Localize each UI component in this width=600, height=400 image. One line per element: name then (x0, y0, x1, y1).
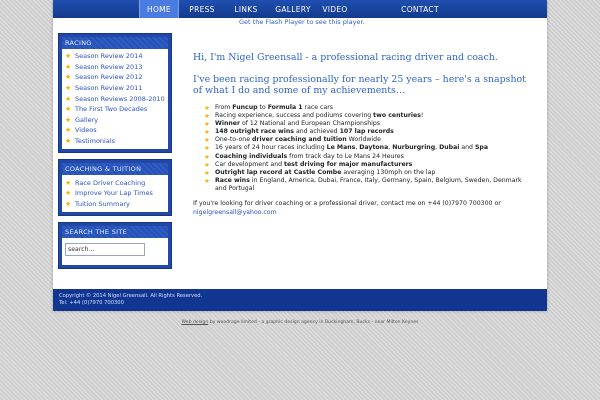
main-content (193, 52, 533, 217)
racing-menu-item[interactable] (65, 115, 165, 126)
achievement-text (215, 144, 488, 152)
achievement-fragment: Car development and (215, 160, 285, 168)
achievement-fragment: of 12 National and European Championships (240, 120, 380, 128)
star-icon: ★ (204, 128, 210, 137)
star-icon: ★ (204, 168, 210, 177)
star-icon: ★ (65, 94, 72, 103)
star-icon: ★ (204, 112, 210, 121)
racing-menu-item-label: Season Review 2012 (75, 73, 143, 82)
star-icon: ★ (65, 84, 72, 93)
star-icon: ★ (65, 137, 72, 146)
achievement-text (215, 112, 423, 120)
star-icon: ★ (65, 52, 72, 61)
achievement-fragment: race cars (302, 104, 334, 111)
achievement-fragment: , (388, 144, 393, 152)
nav-video[interactable]: VIDEO (322, 4, 348, 14)
web-design-link[interactable]: Web design (181, 320, 209, 325)
star-icon: ★ (65, 73, 72, 82)
contact-text: If you're looking for driver coaching or a professional driver, contact me on +44 (0)7970 700300 or (193, 200, 501, 208)
nav-gallery[interactable]: GALLERY (275, 4, 311, 14)
achievement-item (204, 128, 533, 136)
star-icon: ★ (65, 189, 72, 198)
achievement-highlight: 148 outright race wins (215, 128, 294, 136)
star-icon: ★ (204, 160, 210, 169)
design-credit (0, 320, 600, 325)
flash-player-notice[interactable]: Get the Flash Player to see this player. (239, 18, 365, 26)
search-box-body (62, 238, 168, 265)
achievement-highlight: 107 lap records (339, 128, 394, 136)
sidebar (58, 33, 172, 275)
achievement-fragment: , (435, 144, 440, 152)
racing-menu-item[interactable] (65, 72, 165, 83)
achievement-item (204, 169, 533, 177)
racing-menu-item[interactable] (65, 62, 165, 73)
achievement-highlight: Daytona (359, 144, 389, 152)
achievement-fragment: , (355, 144, 360, 152)
footer-copyright: Copyright © 2014 Nigel Greensall. All Rights Reserved. (59, 293, 203, 299)
search-box-title: SEARCH THE SITE (62, 226, 168, 238)
racing-box-title: RACING (62, 37, 168, 49)
achievement-text (215, 104, 333, 112)
racing-menu-item-label: Season Reviews 2008-2010 (75, 94, 165, 103)
achievement-fragment: and achieved (293, 128, 340, 136)
nav-links[interactable]: LINKS (234, 4, 258, 14)
star-icon: ★ (65, 62, 72, 71)
achievement-item (204, 120, 533, 128)
racing-menu-item[interactable] (65, 83, 165, 94)
racing-box (58, 33, 172, 153)
achievement-highlight: Le Mans (326, 144, 356, 152)
star-icon: ★ (65, 178, 72, 187)
achievement-item (204, 161, 533, 169)
racing-menu-item-label: Videos (75, 126, 97, 135)
achievement-text (215, 169, 435, 177)
achievement-highlight: driver coaching and tuition (252, 136, 347, 144)
footer (53, 289, 547, 311)
achievement-text (215, 136, 381, 144)
achievement-fragment: and (459, 144, 475, 152)
coaching-box (58, 159, 172, 216)
star-icon: ★ (204, 152, 210, 161)
nav-home[interactable]: HOME (139, 0, 179, 18)
star-icon: ★ (65, 126, 72, 135)
search-input[interactable]: search... (65, 243, 145, 256)
racing-menu (62, 49, 168, 149)
achievement-highlight: Dubai (439, 144, 460, 152)
racing-menu-item[interactable] (65, 136, 165, 147)
star-icon: ★ (204, 120, 210, 129)
achievement-highlight: Funcup (232, 104, 258, 111)
achievement-text (215, 120, 380, 128)
achievements-list (193, 104, 533, 193)
achievement-item (204, 177, 533, 193)
achievement-highlight: two centuries (373, 112, 421, 120)
intro-heading: I've been racing professionally for nearly 25 years – here's a snapshot of what I do and some of my achievements… (193, 74, 526, 96)
nav-press[interactable]: PRESS (189, 4, 215, 14)
achievement-highlight: Coaching individuals (215, 152, 288, 160)
star-icon: ★ (204, 104, 210, 112)
achievement-highlight: Spa (474, 144, 489, 152)
racing-menu-item[interactable] (65, 125, 165, 136)
achievement-fragment: 16 years of 24 hour races including (215, 144, 327, 152)
star-icon: ★ (65, 199, 72, 208)
racing-menu-item-label: Season Review 2013 (75, 62, 143, 71)
page-container (53, 0, 547, 311)
footer-tel: Tel: +44 (0)7970 700300 (59, 299, 124, 306)
achievement-fragment: Racing experience, success and podiums covering (215, 112, 374, 120)
nav-contact[interactable]: CONTACT (401, 4, 439, 14)
achievement-highlight: Nurburgring (392, 144, 436, 152)
achievement-fragment: averaging 130mph on the lap (341, 168, 436, 176)
racing-menu-item[interactable] (65, 93, 165, 104)
achievement-fragment: One-to-one (215, 136, 252, 144)
achievement-fragment: to (257, 104, 268, 111)
racing-menu-item-label: Season Review 2014 (75, 52, 143, 61)
achievement-highlight: test driving for major manufacturers (284, 160, 413, 168)
coaching-menu-item-label: Tuition Summary (75, 199, 130, 208)
achievement-highlight: Outright lap record at Castle Combe (215, 168, 342, 176)
racing-menu-item-label: Gallery (75, 115, 99, 124)
racing-menu-item-label: Season Review 2011 (75, 84, 143, 93)
achievement-fragment: in England, America, Dubai, France, Italy, Germany, Spain, Belgium, Sweden, Denmark and Portugal (215, 176, 522, 192)
achievement-item (204, 153, 533, 161)
star-icon: ★ (204, 144, 210, 153)
top-navigation (53, 0, 547, 18)
contact-paragraph (193, 200, 533, 217)
search-box (58, 222, 172, 269)
star-icon: ★ (65, 105, 72, 114)
coaching-menu-item-label: Race Driver Coaching (75, 178, 146, 187)
achievement-item (204, 136, 533, 144)
achievement-highlight: Formula 1 (267, 104, 303, 111)
racing-menu-item[interactable] (65, 51, 165, 62)
achievement-text (215, 128, 394, 136)
coaching-menu-item[interactable] (65, 199, 165, 210)
achievement-highlight: Winner (215, 120, 241, 128)
contact-email-link[interactable]: nigelgreensall@yahoo.com (193, 208, 277, 216)
coaching-menu-item-label: Improve Your Lap Times (75, 189, 153, 198)
credit-text: by woodrage limited - a graphic design agency in Buckingham, Bucks - near Milton Keynes (208, 320, 419, 325)
racing-menu-item-label: Testimonials (75, 137, 116, 146)
coaching-box-title: COACHING & TUITION (62, 163, 168, 175)
achievement-text (215, 177, 533, 193)
achievement-fragment: ! (420, 112, 424, 120)
achievement-fragment: from track day to Le Mans 24 Heures (287, 152, 404, 160)
achievement-fragment: From (215, 104, 233, 111)
achievement-text (215, 153, 404, 161)
achievement-item (204, 104, 533, 112)
greeting-heading: Hi, I'm Nigel Greensall - a professional racing driver and coach. (193, 52, 498, 63)
achievement-text (215, 161, 412, 169)
achievement-item (204, 112, 533, 120)
achievement-fragment: Worldwide (346, 136, 381, 144)
achievement-highlight: Race wins (215, 176, 250, 184)
star-icon: ★ (204, 136, 210, 145)
coaching-menu-item[interactable] (65, 177, 165, 188)
achievement-item (204, 144, 533, 152)
coaching-menu (62, 175, 168, 212)
star-icon: ★ (204, 176, 210, 185)
coaching-menu-item[interactable] (65, 188, 165, 199)
star-icon: ★ (65, 115, 72, 124)
racing-menu-item-label: The First Two Decades (75, 105, 148, 114)
racing-menu-item[interactable] (65, 104, 165, 115)
